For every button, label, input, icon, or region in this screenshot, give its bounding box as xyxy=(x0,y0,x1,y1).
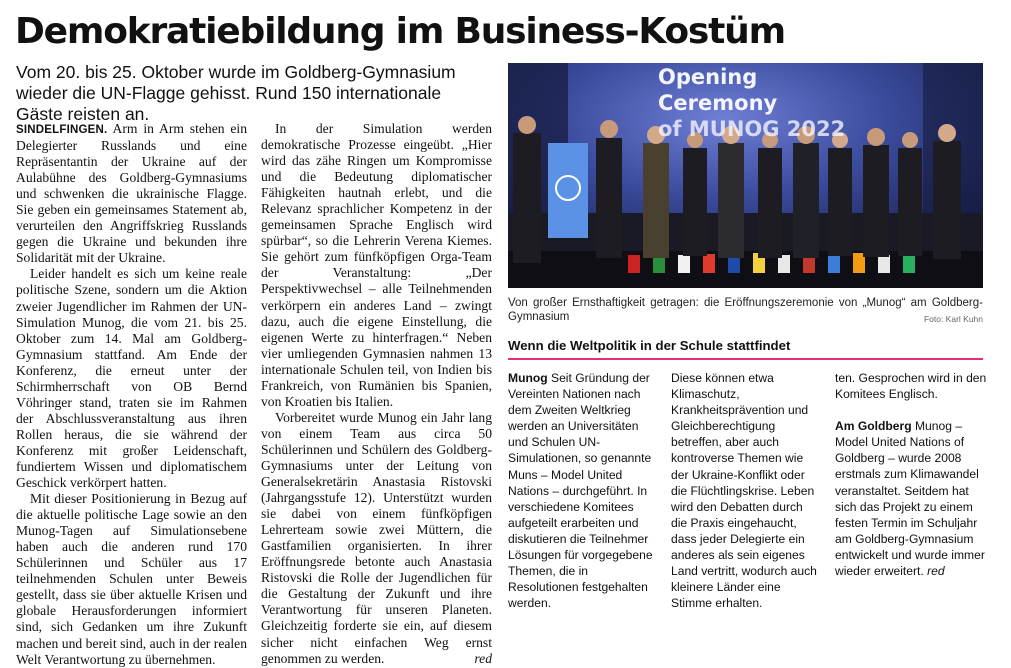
subheadline: Vom 20. bis 25. Oktober wurde im Goldberg-Gymnasium wieder die UN-Flagge gehisst. Rund 150 internationale Gäste reisten an. xyxy=(16,62,456,124)
author-signature: red xyxy=(927,564,945,579)
photo-credit: Foto: Karl Kuhn xyxy=(923,314,983,324)
banner-text: Opening xyxy=(658,65,758,89)
infobox-keyword: Munog xyxy=(508,371,548,385)
infobox-column-1 xyxy=(508,370,656,611)
paragraph: Leider handelt es sich um keine reale politische Szene, sondern um die Aktion zweier Jugendlicher im Rahmen der UN-Simulation Munog, die vom 21. bis 25. Oktober zum 14. Mal am Goldberg-Gymnasium stattfand. Am Ende der Konferenz, die erneut unter der Schirmherrschaft von OB Bernd Vöhringer stand, traten sie im Rahmen der Abschlussveranstaltung aus ihren Rollen heraus, die sie während der Konferenz mit großer Leidenschaft, fundiertem Wissen und diplomatischem Geschick verkörpert hatten. xyxy=(16,266,247,491)
infobox-text: Seit Gründung der Vereinten Nationen nach dem Zweiten Weltkrieg werden an Universitäten und Schulen UN-Simulationen, so genannte Muns – Model United Nations – durchgeführt. In verschiedene Komitees aufgeteilt erarbeiten und diskutieren die Teilnehmer Lösungen für vorgegebene Themen, die in Resolutionen festgehalten werden. xyxy=(508,371,653,611)
infobox-text: Diese können etwa Klimaschutz, Krankheitsprävention und Gleichberechtigung betreffen, aber auch kontroverse Themen wie der Ukraine-Konflikt oder die Flüchtlingskrise. Leben wird den Debatten durch die Praxis eingehaucht, dass jeder Delegierte ein anderes als sein eigenes Land vertritt, wodurch auch kleinere Länder eine Stimme erhalten. xyxy=(671,371,817,611)
infobox-divider xyxy=(508,358,983,360)
un-flag xyxy=(548,143,588,238)
article-column-2 xyxy=(261,121,492,667)
banner-text: of MUNOG 2022 xyxy=(658,117,846,141)
paragraph-text: Arm in Arm stehen ein Delegierter Russlands und eine Repräsentantin der Ukraine auf der Aulabühne des Goldberg-Gymnasiums und schwenken die ukrainische Flagge. Sie geben ein gemeinsames Statement ab, verurteilen den Angriffskrieg Russlands gegen die Ukraine und bekunden ihre Solidarität mit der Ukraine. xyxy=(16,121,247,266)
paragraph-text: Vorbereitet wurde Munog ein Jahr lang von einem Team aus circa 50 Schülerinnen und Schülern des Goldberg-Gymnasiums unter der Leitung von Generalsekretärin Anastasia Ristovski (Jahrgangsstufe 12). Unterstützt wurden sie dabei von einem fünfköpfigen Lehrerteam sowie zwei Müttern, die Gastfamilien organisierten. In ihrer Eröffnungsrede betonte auch Anastasia Ristovski die Rolle der Jugendlichen für die Gestaltung der Zukunft und ihre Verantwortung für unseren Planeten. Gleichzeitig forderte sie ein, auf diesem sicher nicht einfachen Weg ernst genommen zu werden. xyxy=(261,409,492,666)
ceremony-photo xyxy=(508,63,983,288)
infobox-column-2 xyxy=(671,370,819,611)
author-signature: red xyxy=(474,650,492,666)
photo-caption: Von großer Ernsthaftigkeit getragen: die Eröffnungszeremonie von „Munog“ am Goldberg-Gymnasium xyxy=(508,297,983,323)
paragraph xyxy=(835,418,987,579)
infobox-text: Munog – Model United Nations of Goldberg – wurde 2008 erstmals zum Klimawandel veranstaltet. Seitdem hat sich das Projekt zu einem festen Termin im Schuljahr am Goldberg-Gymnasium entwickelt und wurde immer wieder erweitert. xyxy=(835,419,985,579)
paragraph: Mit dieser Positionierung in Bezug auf die aktuelle politische Lage sowie an den Munog-Tagen auf Simulationsebene haben auch die anderen rund 170 Schülerinnen und Schüler aus 17 teilnehmenden Schulen unter Beweis gestellt, dass sie über aktuelle Krisen und globale Herausforderungen informiert sind, sich Gedanken um ihre Zukunft machen und bereit sind, auch in der realen Welt Verantwortung zu übernehmen. xyxy=(16,491,247,667)
paragraph xyxy=(261,410,492,667)
infobox-column-3 xyxy=(835,370,987,579)
infobox-title: Wenn die Weltpolitik in der Schule stattfindet xyxy=(508,338,791,353)
infobox-text: ten. Gesprochen wird in den Komitees Englisch. xyxy=(835,371,987,402)
paragraph xyxy=(16,121,247,266)
headline: Demokratiebildung im Business-Kostüm xyxy=(15,11,785,52)
dateline: SINDELFINGEN. xyxy=(16,124,108,136)
banner-text: Ceremony xyxy=(658,91,778,115)
infobox-keyword: Am Goldberg xyxy=(835,419,912,434)
paragraph: In der Simulation werden demokratische Prozesse eingeübt. „Hier wird das zähe Ringen um Kompromisse und die Bedeutung diplomatischer Fähigkeiten hautnah erlebt, und die Relevanz sprachlicher Kompetenz in der gemeinsamen Sprache Englisch wird spürbar“, so die Lehrerin Verena Kiemes. Sie gehört zum fünfköpfigen Orga-Team der Veranstaltung: „Der Perspektivwechsel – alle Teilnehmenden verkörpern ein anderes Land – zwingt dazu, auch die eigene Einstellung, die eigenen Werte zu hinterfragen.“ Neben vier umliegenden Gymnasien nahmen 13 internationale Schulen teil, von Indien bis Frankreich, von Rumänien bis Spanien, von Kroatien bis Italien. xyxy=(261,121,492,409)
article-column-1 xyxy=(16,121,247,668)
